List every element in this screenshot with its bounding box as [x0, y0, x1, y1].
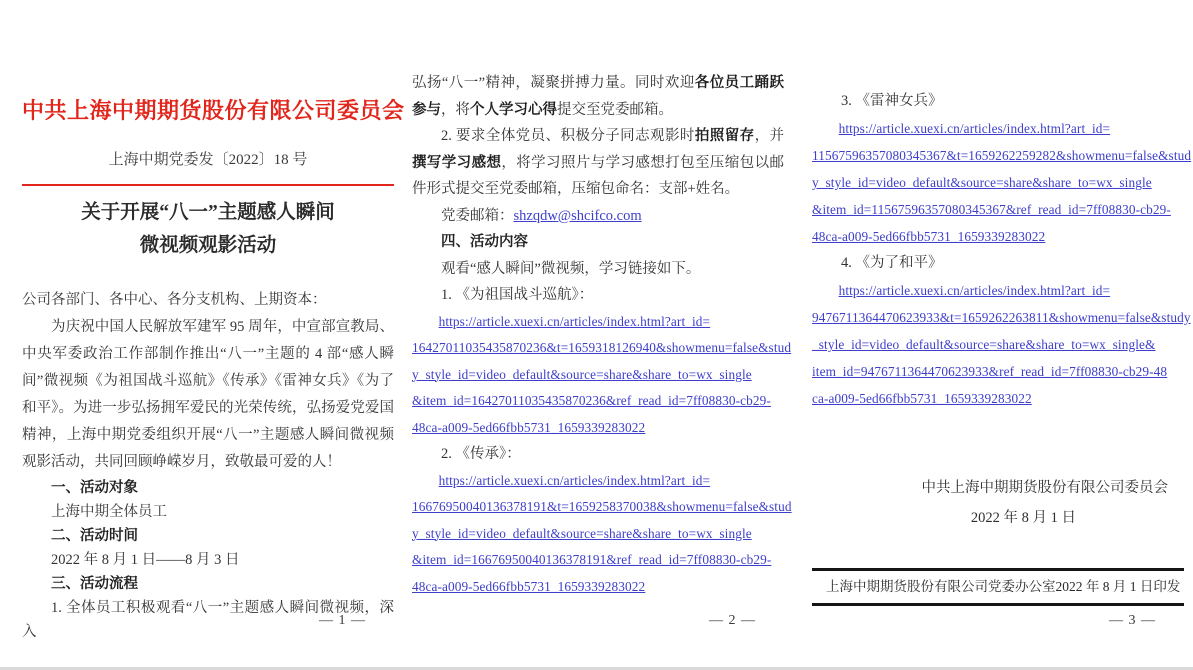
link-line[interactable]: &item_id=16676950040136378191&ref_read_id=7ff08830-cb29-: [412, 552, 772, 567]
para-segment-bold: 拍照留存: [694, 128, 755, 144]
video-link-1[interactable]: [412, 309, 792, 442]
section-heading-1: 一、活动对象: [51, 480, 138, 496]
para-segment: 提交至党委邮箱。: [557, 101, 673, 118]
link-line[interactable]: ca-a009-5ed66fbb5731_1659339283022: [812, 391, 1032, 406]
link-line[interactable]: &item_id=16427011035435870236&ref_read_id=7ff08830-cb29-: [412, 393, 771, 408]
page-number-2: — 2 —: [709, 613, 756, 628]
link-line[interactable]: _style_id=video_default&source=share&share_to=wx_single&: [812, 337, 1156, 352]
video-item-4-label: 4. 《为了和平》: [841, 255, 943, 271]
section-heading-2: 二、活动时间: [51, 528, 138, 544]
link-line[interactable]: &item_id=11567596357080345367&ref_read_id=7ff08830-cb29-: [812, 202, 1171, 217]
link-line[interactable]: y_style_id=video_default&source=share&share_to=wx_single: [412, 366, 752, 382]
section-text-3: 1. 全体员工积极观看“八一”主题感人瞬间微视频，深入: [22, 600, 394, 640]
video-item-2-label: 2. 《传承》：: [441, 446, 521, 462]
intro-paragraph: 为庆祝中国人民解放军建军 95 周年，中宣部宣教局、中央军委政治工作部制作推出“八一”主题的 4 部“感人瞬间”微视频《为祖国战斗巡航》《传承》《雷神女兵》《为了和平》。为进一步弘扬拥军爱民的光荣传统，弘扬爱党爱国精神，上海中期党委组织开展“八一”主题感人瞬间微视频观影活动，共同回顾峥嵘岁月，致敬最可爱的人！: [22, 319, 394, 470]
video-link-4[interactable]: [812, 277, 1191, 412]
link-line[interactable]: https://article.xuexi.cn/articles/index.html?art_id=: [838, 283, 1111, 298]
link-line[interactable]: 48ca-a009-5ed66fbb5731_1659339283022: [812, 229, 1046, 244]
party-committee-email-link[interactable]: shzqdw@shcifco.com: [513, 207, 642, 224]
link-line[interactable]: 16676950040136378191&t=1659258370038&showmenu=false&stud: [412, 499, 792, 514]
para-segment-bold: 撰写学习感想: [412, 154, 502, 171]
para-segment: ，将: [441, 101, 470, 118]
link-line[interactable]: https://article.xuexi.cn/articles/index.html?art_id=: [438, 472, 711, 488]
para-segment: 弘扬“八一”精神，凝聚拼搏力量。同时欢迎: [412, 75, 695, 91]
link-line[interactable]: https://article.xuexi.cn/articles/index.html?art_id=: [838, 121, 1111, 136]
content-intro: 观看“感人瞬间”微视频，学习链接如下。: [441, 260, 701, 277]
section-text-1: 上海中期全体员工: [51, 504, 167, 520]
page-number-3: — 3 —: [1109, 613, 1156, 628]
page-number-1: — 1 —: [319, 613, 366, 628]
section-heading-3: 三、活动流程: [51, 576, 138, 592]
section-heading-4: 四、活动内容: [441, 234, 528, 250]
link-line[interactable]: 11567596357080345367&t=1659262259282&showmenu=false&stud: [812, 148, 1192, 163]
section-text-2: 2022 年 8 月 1 日——8 月 3 日: [51, 552, 240, 568]
video-link-3[interactable]: [812, 115, 1192, 250]
link-line[interactable]: https://article.xuexi.cn/articles/index.html?art_id=: [438, 313, 711, 329]
para-segment-bold: 个人学习心得: [470, 101, 557, 118]
issuance-footer: [812, 568, 1184, 606]
link-line[interactable]: 9476711364470623933&t=1659262263811&showmenu=false&study: [812, 310, 1191, 325]
document-number: 上海中期党委发〔2022〕18 号: [108, 152, 308, 168]
signature-date: 2022 年 8 月 1 日: [970, 510, 1076, 526]
red-divider-rule: [22, 184, 394, 186]
document-page-2: [412, 0, 792, 667]
document-page-1: [22, 0, 405, 667]
para-segment-bold: 各位员工踊跃参与: [412, 75, 785, 118]
continuation-paragraph: [412, 70, 784, 123]
link-line[interactable]: item_id=9476711364470623933&ref_read_id=7ff08830-cb29-48: [812, 364, 1168, 379]
link-line[interactable]: y_style_id=video_default&source=share&share_to=wx_single: [812, 175, 1152, 190]
link-line[interactable]: 48ca-a009-5ed66fbb5731_1659339283022: [412, 578, 646, 594]
document-title-line1: 关于开展“八一”主题感人瞬间: [81, 202, 335, 223]
document-title: [22, 196, 394, 262]
requirement-paragraph: [412, 123, 784, 203]
para-segment: 2. 要求全体党员、积极分子同志观影时: [441, 128, 695, 144]
video-link-2[interactable]: [412, 468, 792, 601]
video-item-3-label: 3. 《雷神女兵》: [841, 93, 943, 109]
link-line[interactable]: 16427011035435870236&t=1659318126940&showmenu=false&stud: [412, 340, 792, 355]
email-label: 党委邮箱：: [441, 207, 514, 224]
link-line[interactable]: y_style_id=video_default&source=share&share_to=wx_single: [412, 525, 752, 541]
footer-office-name: 上海中期期货股份有限公司党委办公室: [826, 579, 1056, 594]
para-segment: ，并: [754, 128, 785, 144]
para-segment: ，将学习照片与学习感想打包至压缩包以邮件形式提交至党委邮箱，压缩包命名：支部+姓名。: [412, 154, 784, 197]
red-header-org-title: 中共上海中期期货股份有限公司委员会: [22, 98, 405, 123]
document-title-line2: 微视频观影活动: [139, 235, 277, 256]
signature-org-name: 中共上海中期期货股份有限公司委员会: [921, 480, 1168, 496]
document-page-3: [812, 0, 1192, 667]
link-line[interactable]: 48ca-a009-5ed66fbb5731_1659339283022: [412, 419, 646, 435]
salutation: 公司各部门、各中心、各分支机构、上期资本：: [22, 292, 327, 308]
email-row: [412, 203, 784, 230]
footer-issue-date: 2022 年 8 月 1 日印发: [1055, 579, 1181, 594]
video-item-1-label: 1. 《为祖国战斗巡航》：: [441, 287, 594, 303]
